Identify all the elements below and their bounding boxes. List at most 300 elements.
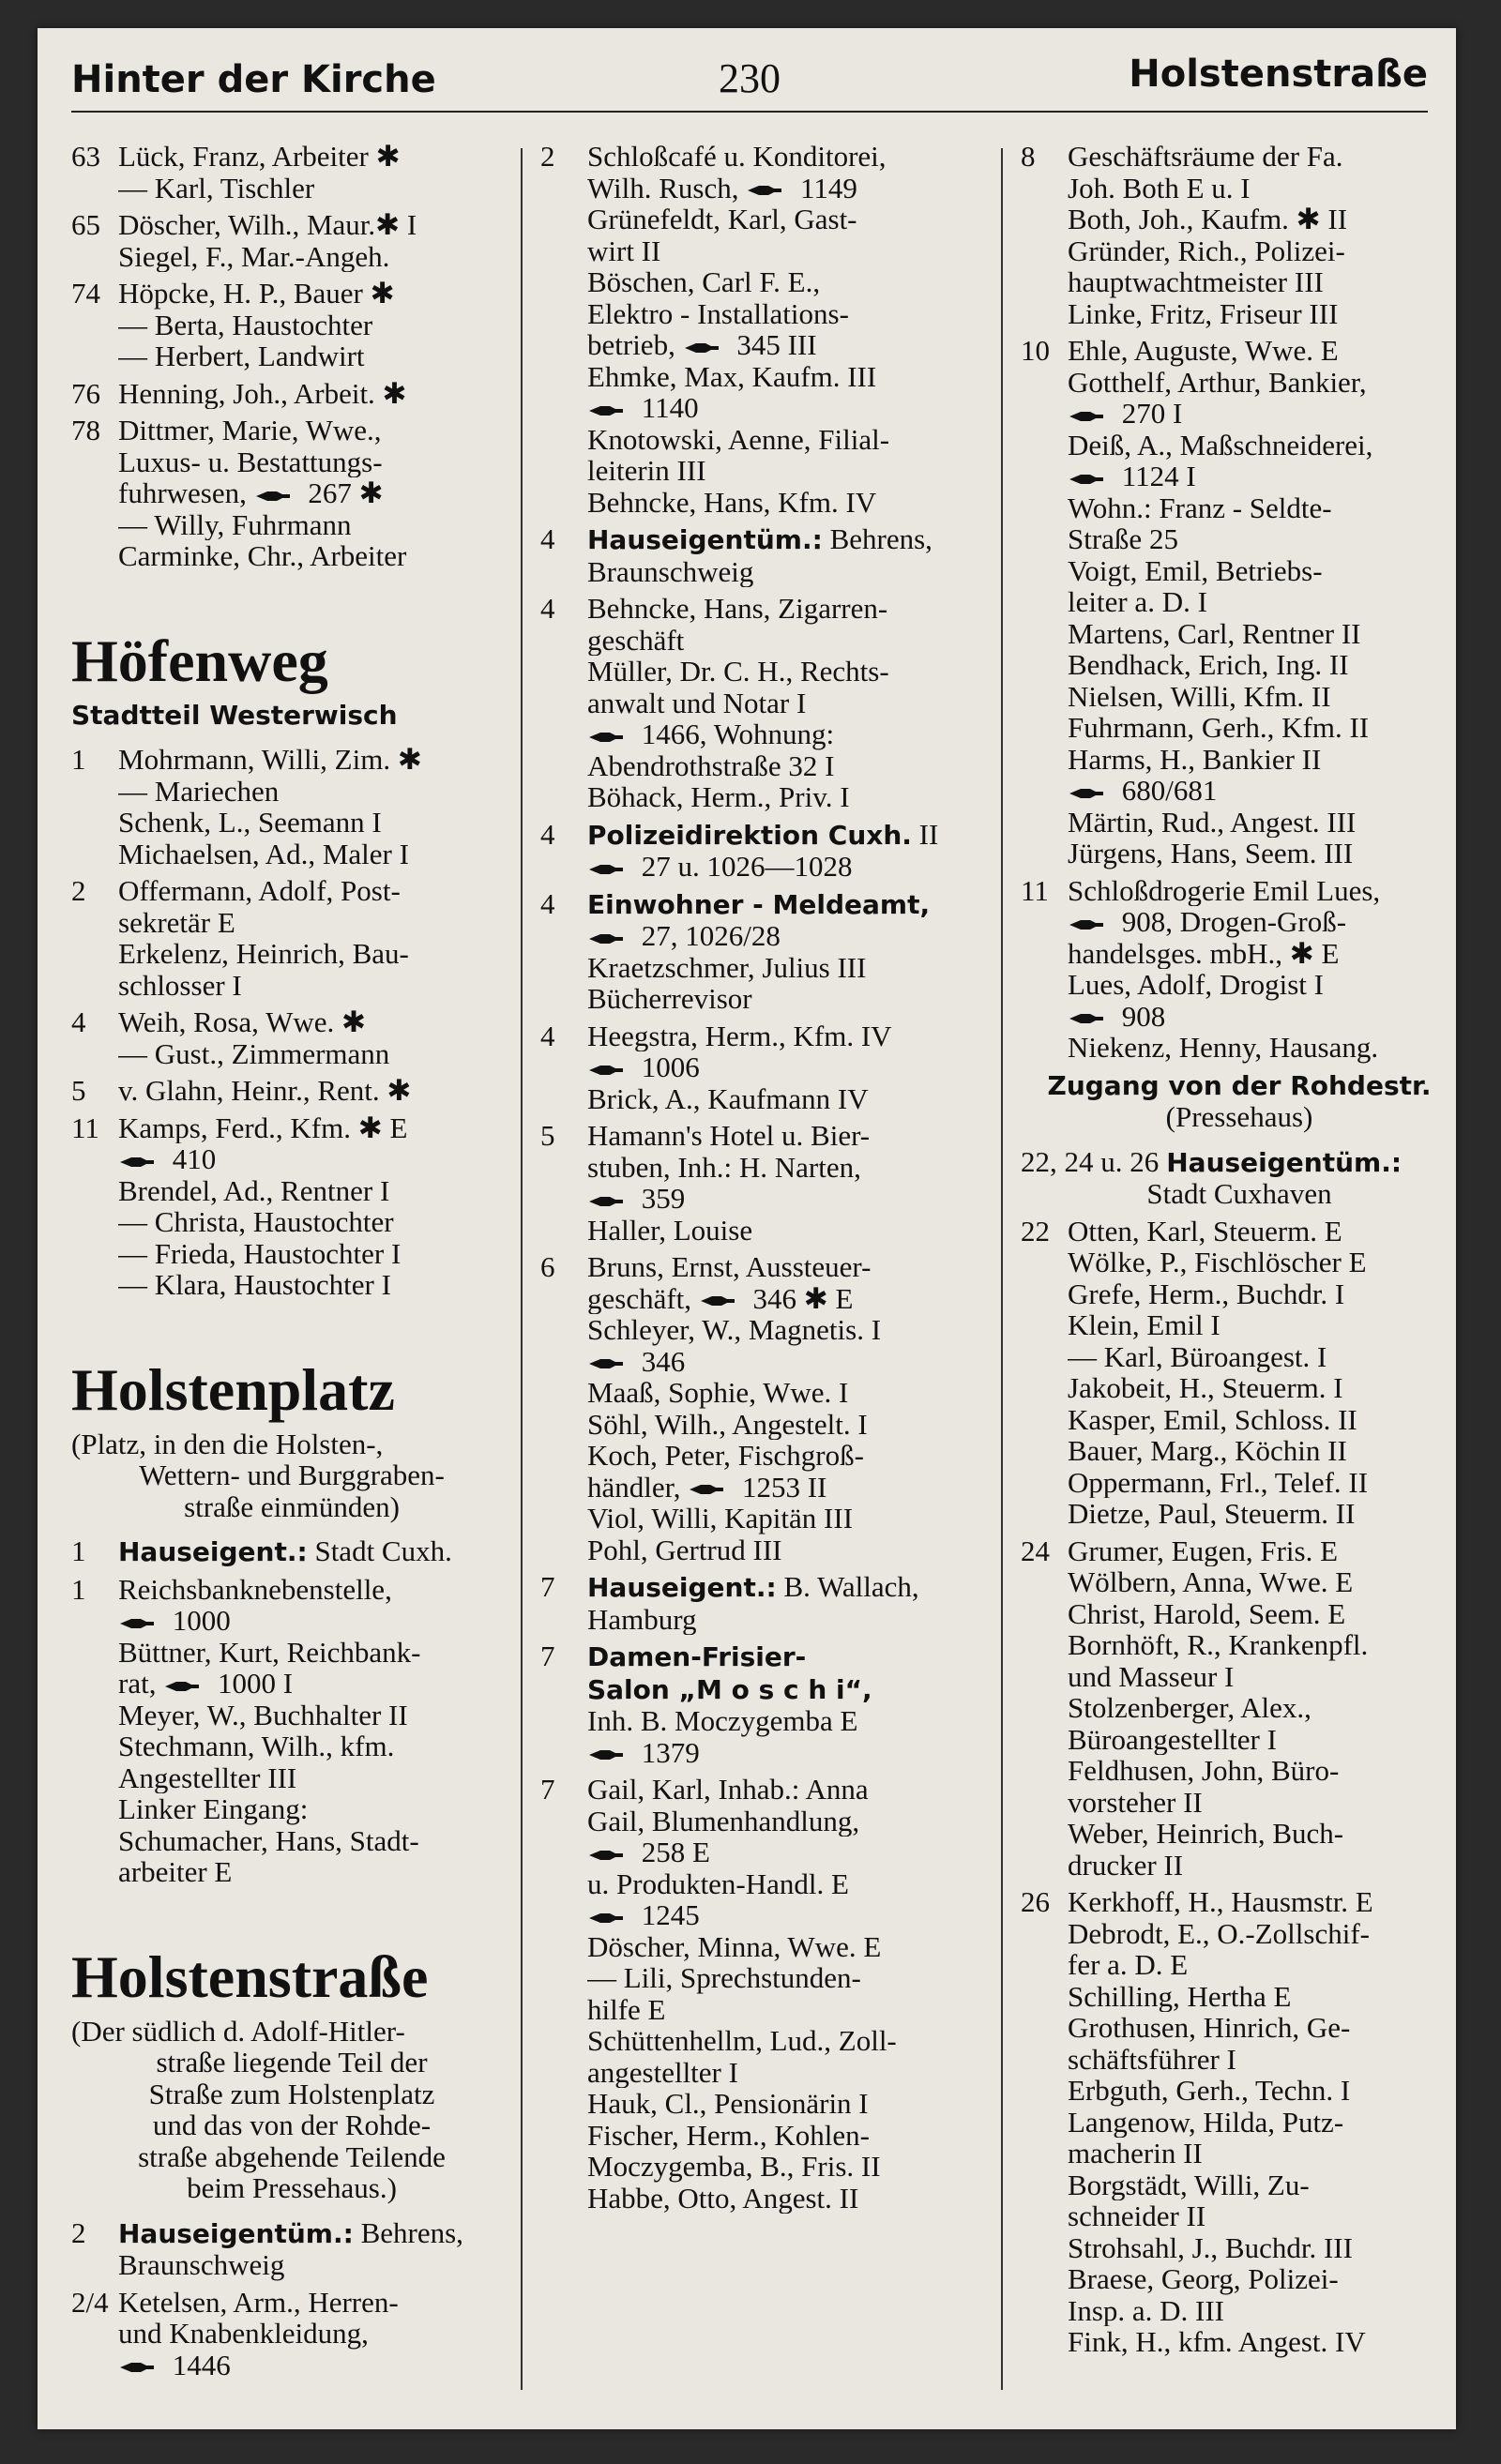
house-number: 65 <box>71 208 100 241</box>
entry-line: Klein, Emil I <box>1068 1309 1221 1341</box>
directory-entry <box>71 2217 512 2281</box>
entry-line: Mohrmann, Willi, Zim. ✱ <box>118 744 422 776</box>
entry-line: Henning, Joh., Arbeit. ✱ <box>118 377 407 409</box>
street-note <box>71 1429 512 1523</box>
column-3 <box>1021 141 1458 2364</box>
telephone-icon <box>163 1678 201 1695</box>
entry-line: Ketelsen, Arm., Herren- <box>118 2286 399 2318</box>
entry-line: 908 <box>1068 1001 1458 1033</box>
entry-line: Reichsbanknebenstelle, <box>118 1573 392 1605</box>
entry-line: Braunschweig <box>118 2249 285 2281</box>
entry-line: — Gust., Zimmermann <box>118 1037 390 1069</box>
entry-line: Wohn.: Franz - Seldte- <box>1068 491 1332 523</box>
entry-line: Linker Eingang: <box>118 1793 309 1825</box>
directory-entry <box>71 1112 512 1301</box>
directory-entry <box>1021 875 1458 1064</box>
house-number: 22, 24 u. 26 <box>1021 1144 1160 1178</box>
entry-line: Gail, Blumenhandlung, <box>587 1805 860 1837</box>
page-header <box>71 49 1428 114</box>
entry-line: Schleyer, W., Magnetis. I <box>587 1314 882 1346</box>
entry-line: — Berta, Haustochter <box>118 309 373 340</box>
entry-line: Habbe, Otto, Angest. II <box>587 2182 859 2214</box>
entry-line: Moczygemba, B., Fris. II <box>587 2151 881 2183</box>
house-number: 63 <box>71 140 100 173</box>
directory-entry <box>1021 1146 1458 1210</box>
entry-line: — Mariechen <box>118 775 280 807</box>
entry-line: fuhrwesen, 267 ✱ <box>118 477 384 509</box>
entry-line: 27 u. 1026—1028 <box>587 851 993 883</box>
house-number: 4 <box>540 817 555 851</box>
entry-line: 1000 <box>118 1605 512 1637</box>
directory-entry <box>71 2287 512 2381</box>
entry-line: Weih, Rosa, Wwe. ✱ <box>118 1006 366 1038</box>
directory-entry <box>71 744 512 869</box>
house-number: 7 <box>540 1640 555 1672</box>
entry-line: Feldhusen, John, Büro- <box>1068 1755 1340 1787</box>
telephone-icon <box>683 340 720 356</box>
bold-label: Salon „M o s c h i“, <box>587 1673 872 1705</box>
directory-entry <box>540 593 993 813</box>
directory-entry <box>540 888 993 1015</box>
entry-line: 359 <box>587 1183 993 1215</box>
house-number: 2 <box>71 2215 86 2249</box>
entry-line: 270 I <box>1068 398 1458 430</box>
directory-entry <box>540 1120 993 1246</box>
entry-line: Hauseigentüm.: Behrens, <box>587 523 932 555</box>
entry-line: — Lili, Sprechstunden- <box>587 1962 861 1994</box>
street-title: Höfenweg <box>71 627 328 694</box>
directory-entry <box>71 415 512 572</box>
entry-line: Behncke, Hans, Zigarren- <box>587 593 888 625</box>
entry-line: 346 <box>587 1346 993 1378</box>
note-line: Straße zum Holstenplatz <box>148 2077 435 2110</box>
entry-line: sekretär E <box>118 906 235 938</box>
directory-entry <box>71 141 512 204</box>
entry-line: Wölke, P., Fischlöscher E <box>1068 1247 1367 1278</box>
entry-line: Kerkhoff, H., Hausmstr. E <box>1068 1886 1373 1918</box>
column-divider <box>1001 148 1003 2390</box>
house-number: 2 <box>71 874 86 907</box>
entry-line: hauptwachtmeister III <box>1068 266 1324 298</box>
entry-line: Lück, Franz, Arbeiter ✱ <box>118 141 401 173</box>
entry-line: Fink, H., kfm. Angest. IV <box>1068 2326 1366 2358</box>
entry-line: u. Produkten-Handl. E <box>587 1867 849 1899</box>
telephone-icon <box>118 1615 156 1632</box>
entry-line: Knotowski, Aenne, Filial- <box>587 423 890 455</box>
entry-line: Bücherrevisor <box>587 983 752 1015</box>
directory-entry <box>540 1640 993 1768</box>
entry-line: Luxus- u. Bestattungs- <box>118 446 383 477</box>
entry-line: Maaß, Sophie, Wwe. I <box>587 1377 849 1409</box>
entry-line: 908, Drogen-Groß- <box>1068 906 1458 938</box>
note-line: straße einmünden) <box>184 1489 400 1523</box>
entry-line: Büttner, Kurt, Reichbank- <box>118 1636 421 1668</box>
entry-line: Kamps, Ferd., Kfm. ✱ E <box>118 1111 408 1143</box>
directory-entry <box>1021 1535 1458 1882</box>
entry-line: Stechmann, Wilh., kfm. <box>118 1731 395 1762</box>
header-rule <box>71 111 1428 113</box>
entry-line: Langenow, Hilda, Putz- <box>1068 2106 1344 2138</box>
entry-line: drucker II <box>1068 1849 1184 1881</box>
entry-line: Gotthelf, Arthur, Bankier, <box>1068 366 1367 398</box>
house-number: 8 <box>1021 140 1036 173</box>
telephone-icon <box>1068 785 1105 802</box>
entry-line: Niekenz, Henny, Hausang. <box>1068 1032 1379 1064</box>
street-note <box>71 2016 512 2204</box>
note-line: Wettern- und Burggraben- <box>139 1459 445 1491</box>
street-subtitle: Stadtteil Westerwisch <box>71 699 398 731</box>
entry-line: Gail, Karl, Inhab.: Anna <box>587 1774 869 1806</box>
entry-line: Joh. Both E u. I <box>1068 172 1251 204</box>
entry-line: Elektro - Installations- <box>587 297 849 329</box>
telephone-icon <box>688 1481 725 1498</box>
entry-line: Ehle, Auguste, Wwe. E <box>1068 335 1339 367</box>
note-line: (Der südlich d. Adolf-Hitler- <box>71 2014 405 2048</box>
entry-line: Linke, Fritz, Friseur III <box>1068 297 1339 329</box>
entry-line: 410 <box>118 1143 512 1175</box>
entry-line: Braese, Georg, Polizei- <box>1068 2263 1339 2295</box>
entry-line: Döscher, Wilh., Maur.✱ I <box>118 209 417 241</box>
entry-line: Hauseigentüm.: Behrens, <box>118 2216 463 2249</box>
entry-line: betrieb, 345 III <box>587 329 817 361</box>
entry-line: Angestellter III <box>118 1761 297 1793</box>
house-number: 7 <box>540 1570 555 1603</box>
entry-line: Deiß, A., Maßschneiderei, <box>1068 429 1373 461</box>
entry-line: 680/681 <box>1068 775 1458 807</box>
entry-line: — Herbert, Landwirt <box>118 340 365 372</box>
house-number: 4 <box>71 1005 86 1038</box>
directory-entry <box>1021 141 1458 329</box>
directory-page <box>38 28 1456 2429</box>
telephone-icon <box>587 1746 625 1763</box>
house-number: 11 <box>71 1111 99 1144</box>
house-number: 10 <box>1021 334 1050 367</box>
entry-line: Strohsahl, J., Buchdr. III <box>1068 2231 1353 2263</box>
entry-line: Geschäftsräume der Fa. <box>1068 141 1343 173</box>
note-line: straße abgehende Teilende <box>138 2139 446 2173</box>
house-number: 22 <box>1021 1214 1050 1247</box>
directory-entry <box>540 1251 993 1565</box>
entry-line: Debrodt, E., O.-Zollschif- <box>1068 1917 1370 1949</box>
entry-line: Grefe, Herm., Buchdr. I <box>1068 1277 1345 1309</box>
directory-entry <box>71 209 512 272</box>
entry-line: Borgstädt, Willi, Zu- <box>1068 2169 1310 2200</box>
entry-line: macherin II <box>1068 2138 1203 2169</box>
entry-line: Abendrothstraße 32 I <box>587 749 835 781</box>
entry-line: Schumacher, Hans, Stadt- <box>118 1824 419 1856</box>
entry-line: und Knabenkleidung, <box>118 2318 369 2350</box>
entry-line: Hamburg <box>587 1603 697 1635</box>
house-number: 2/4 <box>71 2285 109 2319</box>
entry-line: 1124 I <box>1068 461 1458 492</box>
entry-line: Schloßdrogerie Emil Lues, <box>1068 874 1381 906</box>
house-number: 11 <box>1021 873 1049 907</box>
entry-line: 1245 <box>587 1899 993 1931</box>
entry-line: Böhack, Herm., Priv. I <box>587 781 850 813</box>
entry-line <box>1166 1145 1402 1178</box>
entry-line: — Karl, Büroangest. I <box>1068 1340 1327 1372</box>
entry-line: Fuhrmann, Gerh., Kfm. II <box>1068 712 1370 744</box>
entry-line: — Karl, Tischler <box>118 172 315 204</box>
house-number: 1 <box>71 1534 86 1567</box>
entry-line: Büroangestellter I <box>1068 1723 1277 1755</box>
entry-line <box>587 1640 993 1673</box>
entry-line: Bendhack, Erich, Ing. II <box>1068 649 1349 681</box>
entry-line: Meyer, W., Buchhalter II <box>118 1699 408 1731</box>
telephone-icon <box>699 1292 736 1309</box>
entry-line: Koch, Peter, Fischgroß- <box>587 1440 864 1472</box>
entry-line: Erkelenz, Heinrich, Bau- <box>118 938 409 970</box>
entry-line: Schilling, Hertha E <box>1068 1980 1292 2012</box>
entry-line: Grumer, Eugen, Fris. E <box>1068 1534 1339 1566</box>
entry-line: Both, Joh., Kaufm. ✱ II <box>1068 204 1348 235</box>
house-number: 5 <box>540 1119 555 1152</box>
directory-entry <box>1021 335 1458 869</box>
directory-entry <box>71 1535 512 1568</box>
bold-label: Hauseigentüm.: <box>118 2217 354 2249</box>
entry-line <box>587 1673 993 1706</box>
entry-line: Erbguth, Gerh., Techn. I <box>1068 2075 1351 2107</box>
entry-line: Insp. a. D. III <box>1068 2294 1225 2326</box>
entry-line: Grünefeldt, Karl, Gast- <box>587 204 857 235</box>
entry-line: Schenk, L., Seemann I <box>118 807 382 839</box>
bold-label: Polizeidirektion Cuxh. <box>587 819 912 851</box>
street-title: Holstenplatz <box>71 1355 395 1423</box>
entry-line: geschäft <box>587 624 685 656</box>
entry-line: vorsteher II <box>1068 1786 1203 1818</box>
telephone-icon <box>587 930 625 947</box>
note-line: beim Pressehaus.) <box>187 2171 397 2204</box>
entry-line: — Frieda, Haustochter I <box>118 1237 402 1269</box>
entry-line: Michaelsen, Ad., Maler I <box>118 838 409 869</box>
bold-label: Hauseigent.: <box>587 1572 777 1603</box>
header-right-street: Holstenstraße <box>1129 53 1428 96</box>
entry-line: Stolzenberger, Alex., <box>1068 1692 1311 1724</box>
directory-entry <box>71 378 512 410</box>
house-number: 78 <box>71 414 100 446</box>
telephone-icon <box>587 402 625 419</box>
entry-line: leiterin III <box>587 455 706 487</box>
entry-line: Hauk, Cl., Pensionärin I <box>587 2088 869 2120</box>
entry-line: schäftsführer I <box>1068 2043 1236 2075</box>
entry-line: Haller, Louise <box>587 1214 753 1246</box>
entry-line: Heegstra, Herm., Kfm. IV <box>587 1020 892 1051</box>
entry-line: Kasper, Emil, Schloss. II <box>1068 1403 1357 1435</box>
entry-line: — Willy, Fuhrmann <box>118 508 352 540</box>
bold-label: Zugang von der Rohdestr. <box>1047 1069 1432 1101</box>
entry-line: 27, 1026/28 <box>587 920 993 952</box>
house-number: 2 <box>540 140 555 173</box>
entry-line: Brendel, Ad., Rentner I <box>118 1174 390 1206</box>
directory-entry <box>71 1574 512 1888</box>
directory-entry <box>540 819 993 883</box>
entry-line: Polizeidirektion Cuxh. II <box>587 818 939 851</box>
entry-line: Inh. B. Moczygemba E <box>587 1705 858 1737</box>
section-note <box>1021 1069 1458 1133</box>
note-line <box>1021 1069 1458 1102</box>
entry-line: Viol, Willi, Kapitän III <box>587 1503 854 1534</box>
entry-line: hilfe E <box>587 1993 666 2025</box>
entry-line: Gründer, Rich., Polizei- <box>1068 234 1345 266</box>
entry-line: Hauseigent.: Stadt Cuxh. <box>118 1535 452 1567</box>
directory-entry <box>540 523 993 587</box>
telephone-icon <box>587 1910 625 1927</box>
entry-line: 1446 <box>118 2350 512 2381</box>
telephone-icon <box>587 1193 625 1210</box>
entry-line: 258 E <box>587 1837 993 1868</box>
house-number: 1 <box>71 1572 86 1606</box>
entry-line: Hamann's Hotel u. Bier- <box>587 1120 871 1152</box>
bold-label: Damen-Frisier- <box>587 1641 807 1672</box>
directory-entry <box>540 1774 993 2214</box>
directory-entry <box>540 1571 993 1635</box>
entry-line: Grothusen, Hinrich, Ge- <box>1068 2012 1351 2044</box>
entry-line: rat, 1000 I <box>118 1668 294 1700</box>
telephone-icon <box>1068 471 1105 488</box>
house-number: 7 <box>540 1773 555 1806</box>
directory-entry <box>71 1006 512 1069</box>
house-number: 26 <box>1021 1885 1050 1918</box>
house-number: 74 <box>71 277 100 310</box>
entry-line: Dittmer, Marie, Wwe., <box>118 415 382 446</box>
entry-line: leiter a. D. I <box>1068 586 1207 618</box>
entry-line: 1466, Wohnung: <box>587 718 993 750</box>
entry-line: Siegel, F., Mar.-Angeh. <box>118 240 390 272</box>
note-line: und das von der Rohde- <box>152 2109 432 2141</box>
house-number: 6 <box>540 1250 555 1283</box>
entry-line: Schloßcafé u. Konditorei, <box>587 141 887 173</box>
house-number: 4 <box>540 522 555 555</box>
bold-label: Hauseigent.: <box>118 1536 308 1567</box>
bold-label: Hauseigentüm.: <box>1166 1146 1402 1178</box>
entry-line: Behncke, Hans, Kfm. IV <box>587 486 877 518</box>
entry-line: Stadt Cuxhaven <box>1146 1178 1332 1210</box>
house-number: 24 <box>1021 1534 1050 1567</box>
entry-line: Söhl, Wilh., Angestelt. I <box>587 1408 868 1440</box>
entry-line: stuben, Inh.: H. Narten, <box>587 1151 861 1183</box>
entry-line: arbeiter E <box>118 1856 233 1888</box>
entry-line: Bauer, Marg., Köchin II <box>1068 1435 1347 1467</box>
directory-entry <box>540 141 993 518</box>
street-title: Holstenstraße <box>71 1942 429 2010</box>
note-line: (Pressehaus) <box>1165 1100 1313 1133</box>
page-number: 230 <box>719 55 781 101</box>
entry-line: Fischer, Herm., Kohlen- <box>587 2119 870 2151</box>
entry-line <box>587 888 993 921</box>
house-number: 4 <box>540 886 555 920</box>
telephone-icon <box>587 1062 625 1079</box>
entry-line: Offermann, Adolf, Post- <box>118 875 401 907</box>
entry-line: händler, 1253 II <box>587 1471 827 1503</box>
entry-line: Voigt, Emil, Betriebs- <box>1068 554 1323 586</box>
entry-line: wirt II <box>587 234 661 266</box>
entry-line: Lues, Adolf, Drogist I <box>1068 969 1324 1001</box>
entry-line: Bornhöft, R., Krankenpfl. <box>1068 1629 1369 1661</box>
entry-line: Döscher, Minna, Wwe. E <box>587 1930 882 1962</box>
entry-line: und Masseur I <box>1068 1660 1235 1692</box>
entry-line: Nielsen, Willi, Kfm. II <box>1068 680 1331 712</box>
entry-line: — Klara, Haustochter I <box>118 1269 391 1301</box>
entry-line: Müller, Dr. C. H., Rechts- <box>587 656 889 688</box>
directory-entry <box>71 875 512 1001</box>
entry-line: Bruns, Ernst, Aussteuer- <box>587 1251 872 1283</box>
house-number: 1 <box>71 743 86 776</box>
column-1 <box>71 141 512 2386</box>
entry-line: Brick, A., Kaufmann IV <box>587 1082 869 1114</box>
entry-line: Otten, Karl, Steuerm. E <box>1068 1215 1342 1247</box>
telephone-icon <box>587 1355 625 1372</box>
entry-line: anwalt und Notar I <box>587 687 807 718</box>
entry-line: fer a. D. E <box>1068 1949 1189 1981</box>
directory-entry <box>71 278 512 372</box>
entry-line: schlosser I <box>118 969 242 1001</box>
entry-line: 1379 <box>587 1737 993 1769</box>
entry-line: v. Glahn, Heinr., Rent. ✱ <box>118 1075 412 1107</box>
bold-label: Einwohner - Meldeamt, <box>587 888 931 920</box>
entry-line: Jakobeit, H., Steuerm. I <box>1068 1372 1343 1404</box>
telephone-icon <box>1068 916 1105 933</box>
entry-line: 1006 <box>587 1051 993 1083</box>
telephone-icon <box>1068 408 1105 425</box>
entry-line: schneider II <box>1068 2200 1206 2232</box>
house-number: 4 <box>540 1019 555 1052</box>
bold-label: Hauseigentüm.: <box>587 524 823 555</box>
note-line: straße liegende Teil der <box>156 2046 428 2079</box>
directory-entry <box>1021 1886 1458 2358</box>
entry-line: Wölbern, Anna, Wwe. E <box>1068 1566 1354 1598</box>
telephone-icon <box>118 1154 156 1171</box>
directory-entry <box>540 1020 993 1115</box>
entry-line: Braunschweig <box>587 555 754 587</box>
entry-line: Jürgens, Hans, Seem. III <box>1068 838 1354 869</box>
house-number: 76 <box>71 376 100 410</box>
telephone-icon <box>1068 1010 1105 1027</box>
entry-line: Carminke, Chr., Arbeiter <box>118 540 407 572</box>
entry-line: Harms, H., Bankier II <box>1068 743 1322 775</box>
entry-line: Christ, Harold, Seem. E <box>1068 1597 1346 1629</box>
entry-line: Straße 25 <box>1068 523 1178 555</box>
telephone-icon <box>587 729 625 746</box>
entry-line: 1140 <box>587 392 993 424</box>
directory-entry <box>71 1075 512 1107</box>
entry-line: Märtin, Rud., Angest. III <box>1068 806 1357 838</box>
entry-line: Martens, Carl, Rentner II <box>1068 617 1361 649</box>
directory-entry <box>1021 1216 1458 1530</box>
entry-line: geschäft, 346 ✱ E <box>587 1282 854 1314</box>
entry-line: Pohl, Gertrud III <box>587 1534 782 1565</box>
house-number: 4 <box>540 592 555 625</box>
entry-line: Dietze, Paul, Steuerm. II <box>1068 1498 1356 1530</box>
telephone-icon <box>587 1847 625 1864</box>
telephone-icon <box>254 488 292 505</box>
note-line: (Platz, in den die Holsten-, <box>71 1427 384 1460</box>
telephone-icon <box>587 861 625 878</box>
house-number: 5 <box>71 1074 86 1107</box>
telephone-icon <box>746 182 783 199</box>
entry-line: Kraetzschmer, Julius III <box>587 951 867 983</box>
entry-line: Oppermann, Frl., Telef. II <box>1068 1466 1369 1498</box>
column-2 <box>540 141 993 2219</box>
entry-line: Ehmke, Max, Kaufm. III <box>587 360 877 392</box>
entry-line: angestellter I <box>587 2056 738 2088</box>
entry-line: Hauseigent.: B. Wallach, <box>587 1571 919 1603</box>
header-left-street: Hinter der Kirche <box>71 58 436 101</box>
column-divider <box>521 148 523 2390</box>
entry-line: Schüttenhellm, Lud., Zoll- <box>587 2025 897 2057</box>
telephone-icon <box>118 2359 156 2376</box>
entry-line: handelsges. mbH., ✱ E <box>1068 937 1340 969</box>
entry-line: Weber, Heinrich, Buch- <box>1068 1818 1344 1850</box>
